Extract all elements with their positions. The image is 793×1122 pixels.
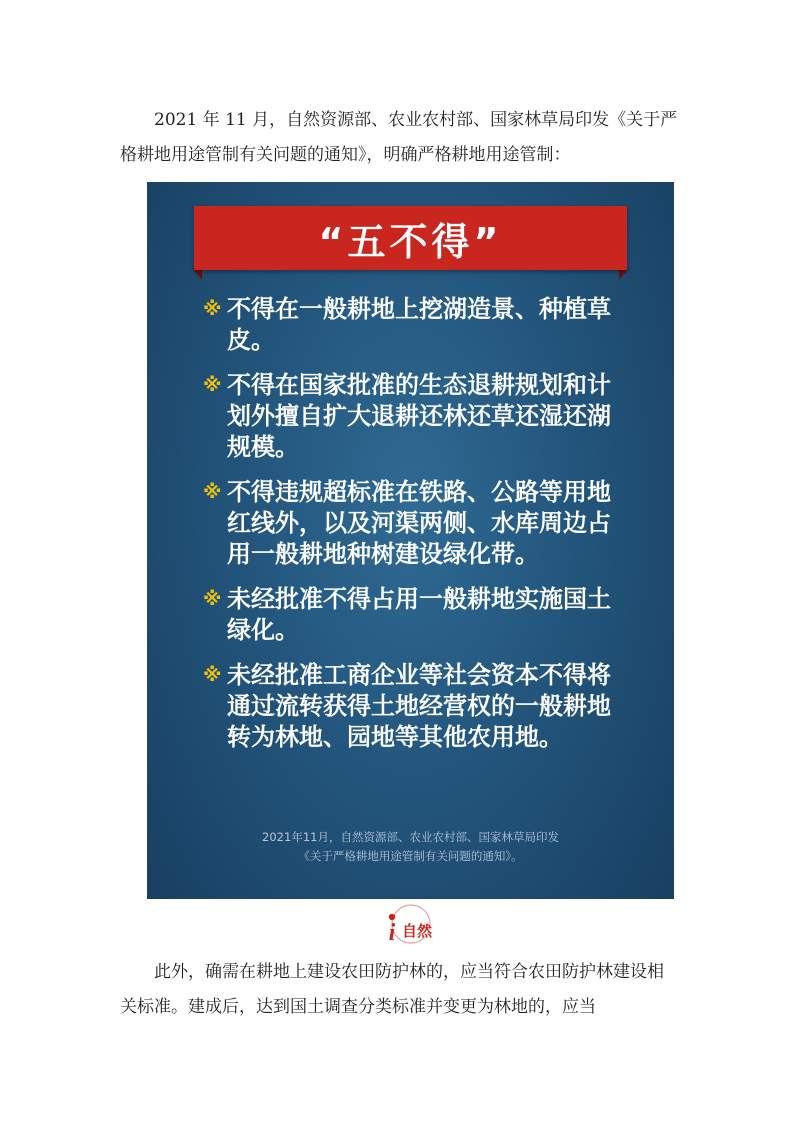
banner	[194, 206, 627, 278]
reference-mark-icon: ※	[203, 588, 222, 610]
logo-text: 自然	[401, 922, 433, 940]
prohibition-item	[203, 370, 623, 463]
prohibition-text: 不得在一般耕地上挖湖造景、种植草皮。	[227, 295, 611, 354]
followup-paragraph: 此外，确需在耕地上建设农田防护林的，应当符合农田防护林建设相关标准。建成后，达到国土调查分类标准并变更为林地的，应当	[120, 962, 664, 1017]
prohibition-item	[203, 584, 623, 646]
intro-paragraph: 2021 年 11 月，自然资源部、农业农村部、国家林草局印发《关于严格耕地用途管制有关问题的通知》，明确严格耕地用途管制：	[120, 110, 678, 165]
reference-mark-icon: ※	[203, 374, 222, 396]
izr-logo-icon	[379, 903, 443, 945]
prohibition-text: 未经批准不得占用一般耕地实施国土绿化。	[227, 585, 611, 644]
footnote-line: 《关于严格耕地用途管制有关问题的通知》。	[298, 849, 523, 863]
prohibition-list	[203, 294, 623, 767]
prohibition-item	[203, 294, 623, 356]
prohibition-text: 不得在国家批准的生态退耕规划和计划外擅自扩大退耕还林还草还湿还湖规模。	[227, 371, 611, 461]
prohibition-text: 不得违规超标准在铁路、公路等用地红线外，以及河渠两侧、水库周边占用一般耕地种树建设绿化带。	[227, 478, 611, 568]
prohibition-item	[203, 477, 623, 570]
reference-mark-icon: ※	[203, 298, 222, 320]
footnote-line: 2021年11月，自然资源部、农业农村部、国家林草局印发	[262, 830, 559, 844]
five-prohibitions-poster	[147, 182, 674, 948]
prohibition-text: 未经批准工商企业等社会资本不得将通过流转获得土地经营权的一般耕地转为林地、园地等其他农用地。	[227, 661, 611, 751]
reference-mark-icon: ※	[203, 664, 222, 686]
reference-mark-icon: ※	[203, 481, 222, 503]
banner-title: “五不得”	[194, 206, 627, 270]
prohibition-item	[203, 660, 623, 753]
logo-strip	[147, 899, 674, 948]
logo-letter: i	[388, 920, 396, 945]
poster-footnote	[147, 828, 674, 866]
